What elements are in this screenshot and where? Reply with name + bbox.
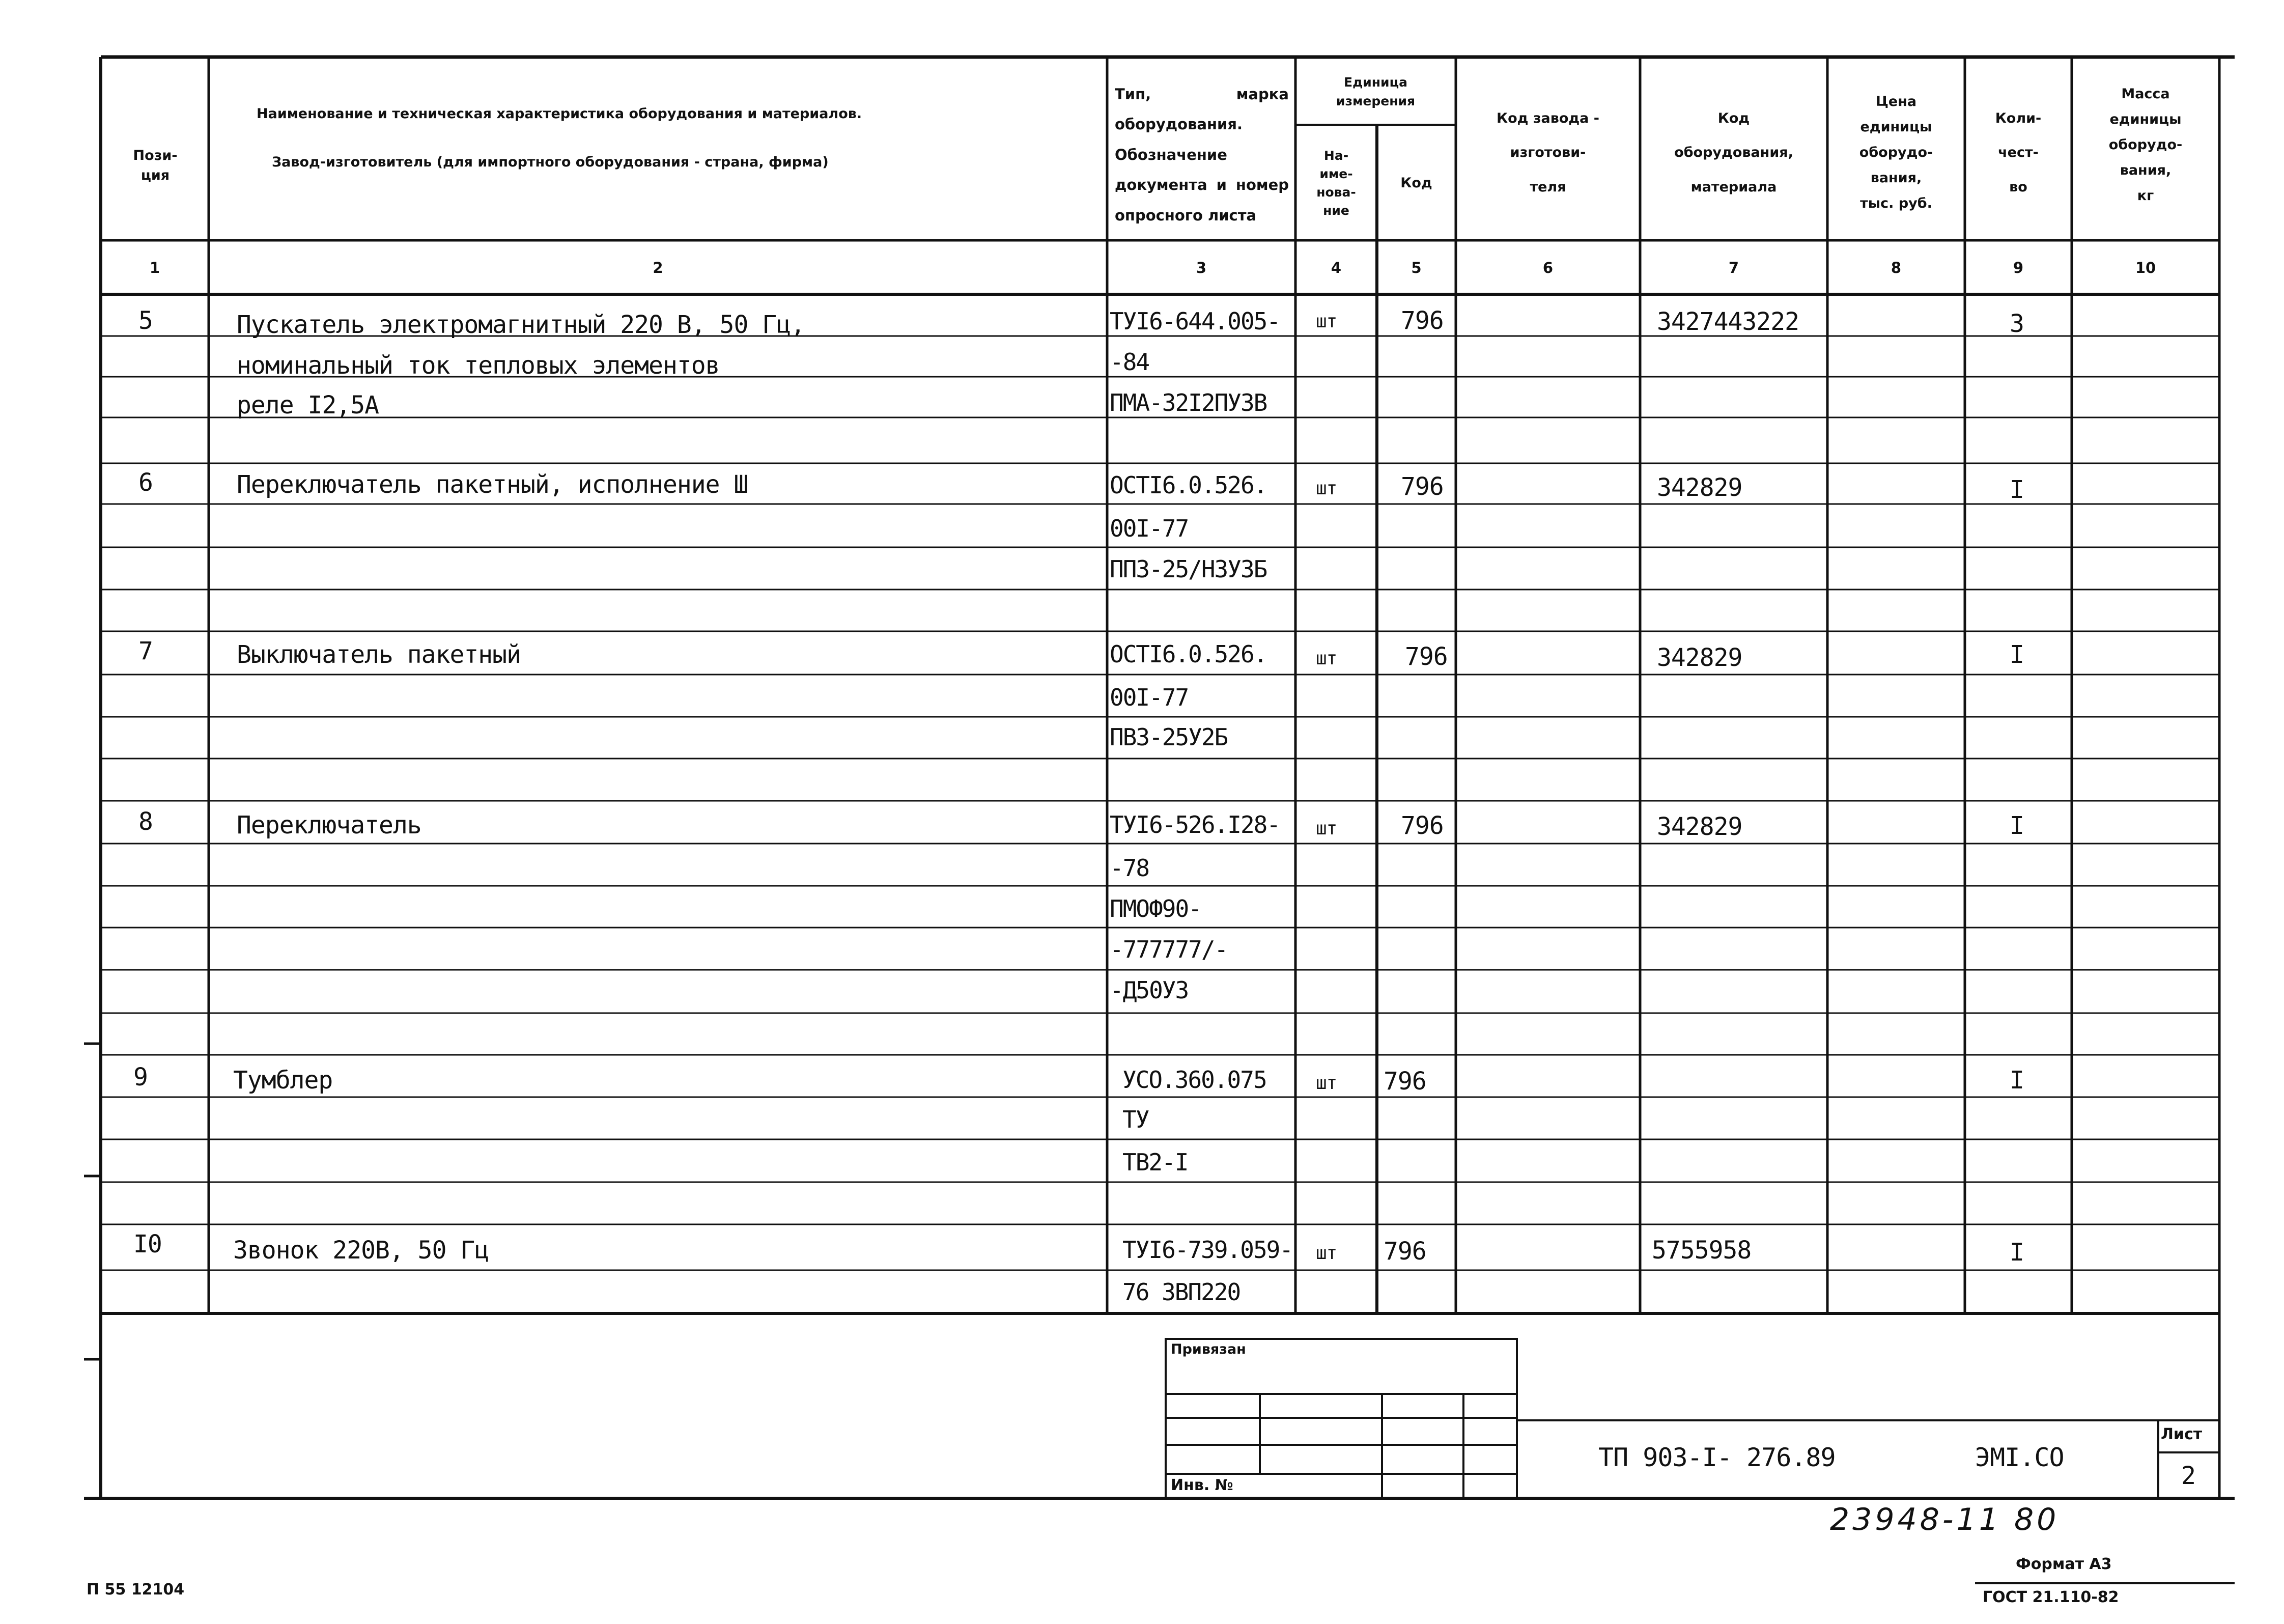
- row-type-line: ППЗ-25/НЗУЗБ: [1110, 555, 1267, 583]
- row-type-line: УСО.360.075: [1122, 1066, 1266, 1094]
- format-label: Формат А3: [2016, 1555, 2112, 1573]
- stamp-document-code: ТП 903-I- 276.89: [1598, 1443, 1836, 1472]
- row-type-line: 76 ЗВП220: [1122, 1278, 1240, 1306]
- row-type-line: ТУ: [1122, 1106, 1149, 1133]
- row-unit: шт: [1316, 1243, 1337, 1264]
- row-type-line: ТУI6-644.005-: [1110, 307, 1280, 335]
- row-position: 6: [138, 468, 153, 497]
- row-name-line: Пускатель электромагнитный 220 В, 50 Гц,: [237, 311, 805, 339]
- row-type-line: ПМОФ90-: [1110, 895, 1201, 922]
- column-number: 3: [1196, 259, 1207, 276]
- column-number: 5: [1411, 259, 1422, 276]
- row-unit: шт: [1316, 648, 1337, 669]
- row-type-line: ТУI6-739.059-: [1122, 1236, 1293, 1264]
- row-position: 8: [138, 807, 153, 836]
- row-type-line: -78: [1110, 854, 1149, 882]
- row-unit-code: 796: [1405, 642, 1448, 671]
- stamp-sheet-number: 2: [2181, 1462, 2195, 1490]
- header-unit: Единица измерения: [1336, 75, 1416, 108]
- row-equipment-code: 342829: [1657, 643, 1742, 672]
- header-factory-code: Код завода - изготови- теля: [1497, 110, 1599, 195]
- column-number: 8: [1891, 259, 1902, 276]
- row-position: 5: [138, 306, 153, 335]
- row-equipment-code: 342829: [1657, 813, 1742, 841]
- row-quantity: I: [2010, 811, 2024, 840]
- row-position: 7: [138, 637, 153, 665]
- header-mass: Масса единицы оборудо- вания, кг: [2108, 86, 2183, 204]
- row-position: I0: [133, 1230, 162, 1258]
- row-type-line: ОСТI6.0.526.: [1110, 471, 1267, 499]
- row-quantity: I: [2010, 1066, 2024, 1095]
- bottom-left-code: П 55 12104: [87, 1581, 185, 1599]
- row-unit-code: 796: [1384, 1067, 1426, 1096]
- column-number: 10: [2135, 259, 2156, 276]
- column-number: 7: [1728, 259, 1739, 276]
- stamp-sheet-label: Лист: [2161, 1425, 2203, 1443]
- row-name-line: номинальный ток тепловых элементов: [237, 351, 720, 380]
- row-type-line: -777777/-: [1110, 936, 1228, 963]
- row-type-line: ТВ2-I: [1122, 1149, 1188, 1176]
- row-equipment-code: 342829: [1657, 473, 1742, 502]
- row-quantity: 3: [2010, 310, 2024, 338]
- header-equipment-code: Код оборудования, материала: [1674, 110, 1793, 195]
- column-number: 6: [1542, 259, 1554, 276]
- row-type-line: -Д50УЗ: [1110, 976, 1189, 1004]
- row-unit: шт: [1316, 1073, 1337, 1094]
- gost-label: ГОСТ 21.110-82: [1983, 1588, 2119, 1606]
- row-unit: шт: [1316, 478, 1337, 499]
- header-unit-name: На- име- нова- ние: [1316, 148, 1356, 218]
- row-unit-code: 796: [1401, 306, 1444, 335]
- row-name-line: реле I2,5А: [237, 391, 379, 419]
- stamp-mark: ЭМI.СО: [1975, 1443, 2064, 1472]
- row-quantity: I: [2010, 475, 2024, 504]
- handwritten-number: 23948-11 80: [1830, 1502, 2060, 1537]
- row-type-line: ПВЗ-25У2Б: [1110, 723, 1228, 751]
- row-equipment-code: 5755958: [1652, 1236, 1752, 1265]
- row-position: 9: [133, 1063, 148, 1091]
- row-type-line: -84: [1110, 348, 1149, 376]
- row-unit: шт: [1316, 818, 1337, 839]
- stamp-inventory-number: Инв. №: [1171, 1476, 1233, 1494]
- row-type-line: ПМА-32I2ПУЗВ: [1110, 389, 1267, 416]
- row-quantity: I: [2010, 640, 2024, 669]
- row-unit-code: 796: [1401, 811, 1444, 840]
- header-type: Тип, марка оборудования. Обозначение документа и номер опросного листа: [1115, 86, 1289, 224]
- row-name-line: Выключатель пакетный: [237, 640, 521, 669]
- header-position: Пози- ция: [133, 147, 178, 183]
- row-type-line: ОСТI6.0.526.: [1110, 640, 1267, 668]
- header-price: Цена единицы оборудо- вания, тыс. руб.: [1859, 94, 1933, 211]
- row-name-line: Звонок 220В, 50 Гц: [233, 1236, 489, 1265]
- header-name: Наименование и техническая характеристика оборудования и материалов.: [257, 106, 862, 122]
- row-unit-code: 796: [1384, 1237, 1426, 1266]
- row-type-line: 00I-77: [1110, 515, 1189, 542]
- row-type-line: 00I-77: [1110, 684, 1189, 711]
- row-unit: шт: [1316, 311, 1337, 332]
- row-name-line: Переключатель пакетный, исполнение Ш: [237, 470, 748, 499]
- header-name-factory: Завод-изготовитель (для импортного оборудования - страна, фирма): [272, 154, 829, 170]
- column-number: 1: [149, 259, 160, 276]
- column-number: 9: [2013, 259, 2024, 276]
- row-unit-code: 796: [1401, 472, 1444, 501]
- row-equipment-code: 3427443222: [1657, 307, 1799, 336]
- row-type-line: ТУI6-526.I28-: [1110, 811, 1280, 838]
- row-name-line: Тумблер: [233, 1066, 333, 1095]
- row-name-line: Переключатель: [237, 811, 421, 839]
- column-number: 2: [653, 259, 663, 276]
- stamp-privyazan: Привязан: [1171, 1341, 1246, 1357]
- column-number: 4: [1331, 259, 1342, 276]
- header-quantity: Коли- чест- во: [1995, 110, 2042, 195]
- row-quantity: I: [2010, 1238, 2024, 1267]
- header-unit-code: Код: [1400, 175, 1432, 191]
